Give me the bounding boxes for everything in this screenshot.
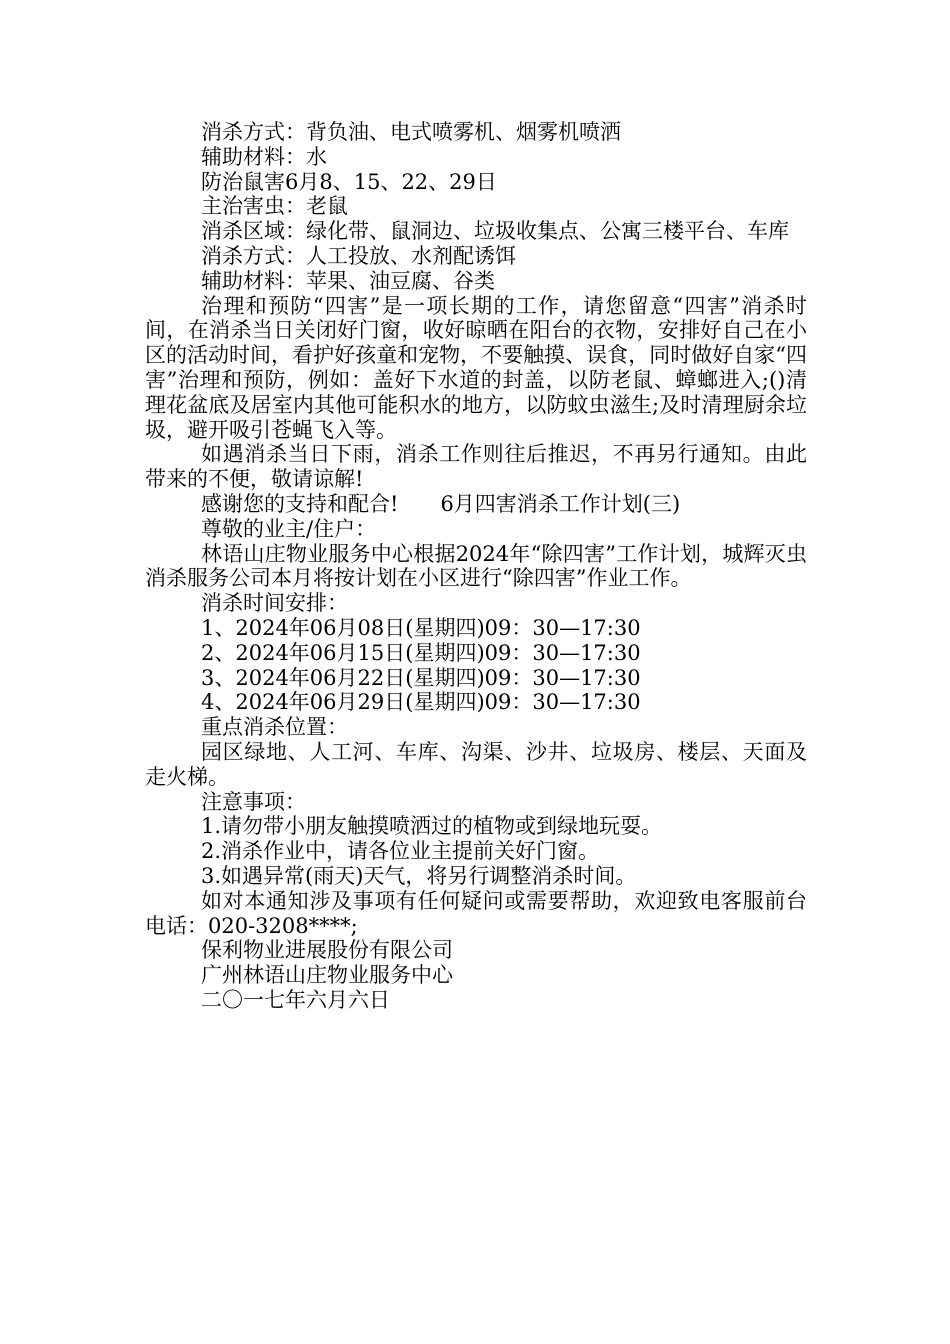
paragraph-disinfection-method-2: 消杀方式：人工投放、水剂配诱饵 bbox=[201, 243, 516, 268]
paragraph-auxiliary-material: 辅助材料：水 bbox=[201, 144, 327, 169]
signature-date: 二〇一七年六月六日 bbox=[201, 987, 390, 1012]
paragraph-disinfection-area: 消杀区域：绿化带、鼠洞边、垃圾收集点、公寓三楼平台、车库 bbox=[201, 219, 789, 244]
paragraph-rodent-control-dates: 防治鼠害6月8、15、22、29日 bbox=[201, 169, 497, 194]
paragraph-salutation: 尊敬的业主/住户： bbox=[201, 516, 377, 541]
schedule-item-1: 1、2024年06月08日(星期四)09：30—17:30 bbox=[201, 615, 641, 640]
schedule-item-2: 2、2024年06月15日(星期四)09：30—17:30 bbox=[201, 640, 641, 665]
paragraph-rain-postpone: 如遇消杀当日下雨，消杀工作则往后推迟，不再另行通知。由此带来的不便，敬请谅解! bbox=[145, 442, 807, 492]
paragraph-notes-heading: 注意事项： bbox=[201, 789, 306, 814]
signature-service-center: 广州林语山庄物业服务中心 bbox=[201, 963, 453, 988]
note-item-1: 1.请勿带小朋友触摸喷洒过的植物或到绿地玩耍。 bbox=[201, 814, 663, 839]
paragraph-target-pest: 主治害虫：老鼠 bbox=[201, 194, 348, 219]
signature-company: 保利物业进展股份有限公司 bbox=[201, 938, 453, 963]
paragraph-key-locations: 园区绿地、人工河、车库、沟渠、沙井、垃圾房、楼层、天面及走火梯。 bbox=[145, 739, 807, 789]
paragraph-auxiliary-material-2: 辅助材料：苹果、油豆腐、谷类 bbox=[201, 268, 495, 293]
document-body bbox=[145, 120, 807, 1013]
paragraph-contact: 如对本通知涉及事项有任何疑问或需要帮助，欢迎致电客服前台电话：020-3208****; bbox=[145, 888, 807, 938]
schedule-item-4: 4、2024年06月29日(星期四)09：30—17:30 bbox=[201, 690, 641, 715]
schedule-item-3: 3、2024年06月22日(星期四)09：30—17:30 bbox=[201, 665, 641, 690]
paragraph-disinfection-method: 消杀方式：背负油、电式喷雾机、烟雾机喷洒 bbox=[201, 120, 621, 144]
paragraph-thanks-and-plan-title: 感谢您的支持和配合! 6月四害消杀工作计划(三) bbox=[201, 491, 681, 516]
paragraph-key-locations-heading: 重点消杀位置： bbox=[201, 715, 348, 740]
paragraph-schedule-heading: 消杀时间安排： bbox=[201, 591, 348, 616]
note-item-2: 2.消杀作业中，请各位业主提前关好门窗。 bbox=[201, 839, 600, 864]
paragraph-prevention-notice: 治理和预防“四害”是一项长期的工作，请您留意“四害”消杀时间，在消杀当日关闭好门窗，收好晾晒在阳台的衣物，安排好自己在小区的活动时间，看护好孩童和宠物，不要触摸、误食，同时做好自家“四害”治理和预防，例如：盖好下水道的封盖，以防老鼠、蟑螂进入;()清理花盆底及居室内其他可能积水的地方，以防蚊虫滋生;及时清理厨余垃圾，避开吸引苍蝇飞入等。 bbox=[145, 293, 807, 442]
paragraph-intro: 林语山庄物业服务中心根据2024年“除四害”工作计划，城辉灭虫消杀服务公司本月将按计划在小区进行“除四害”作业工作。 bbox=[145, 541, 807, 591]
note-item-3: 3.如遇异常(雨天)天气，将另行调整消杀时间。 bbox=[201, 863, 637, 888]
